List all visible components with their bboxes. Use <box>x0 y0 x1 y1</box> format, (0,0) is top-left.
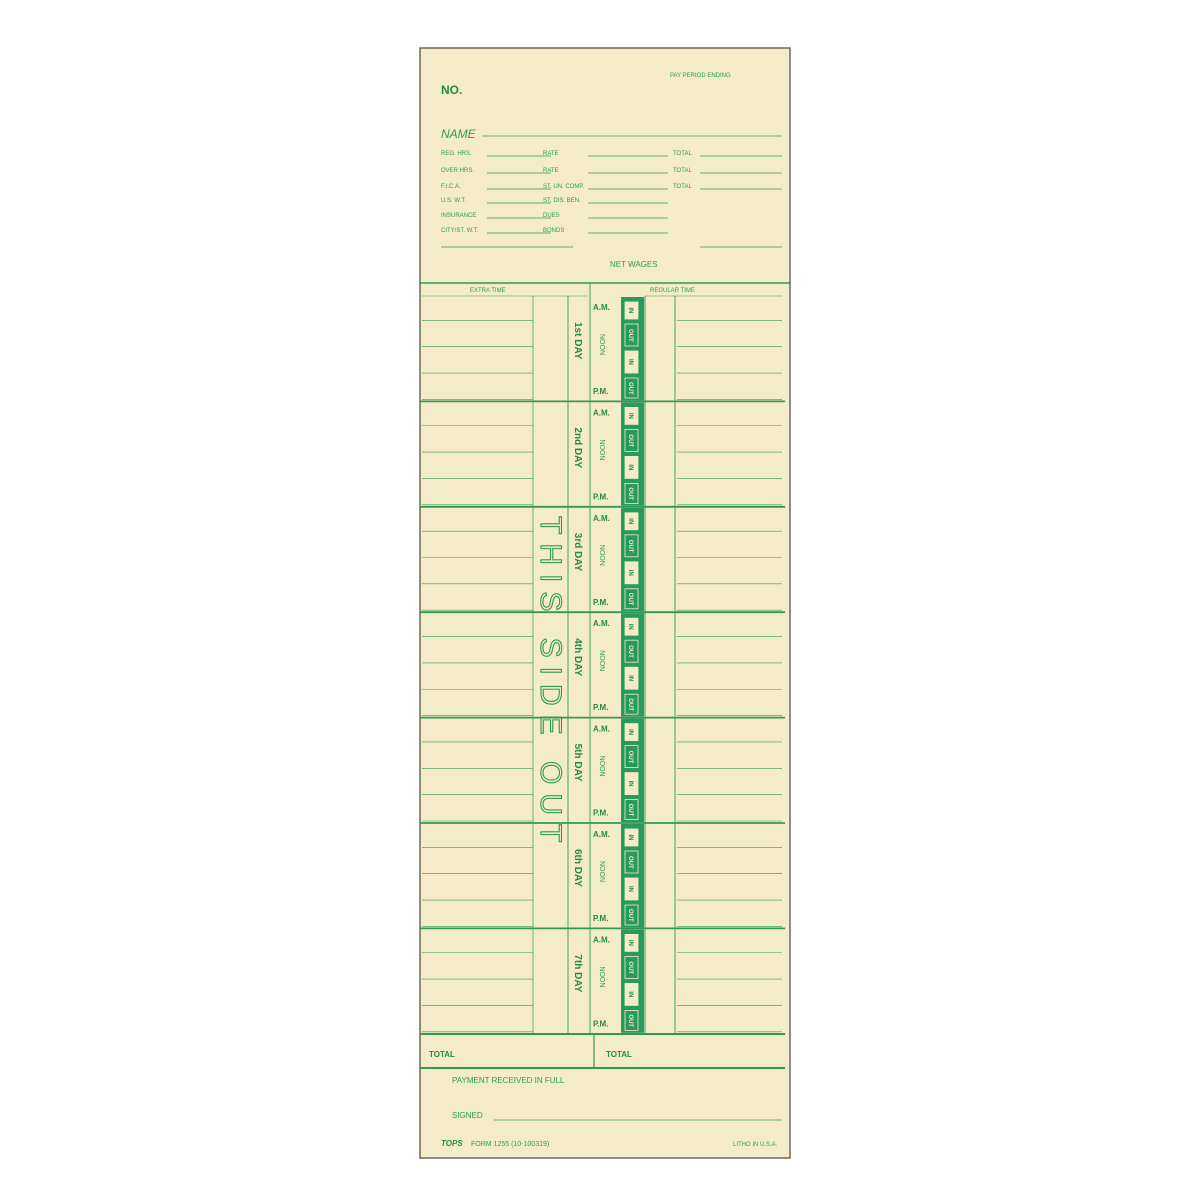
signed-label: SIGNED <box>452 1111 483 1120</box>
name-label: NAME <box>441 127 476 141</box>
day-label-1: 1st DAY <box>572 322 583 360</box>
payroll-label-10: DUES <box>543 213 560 219</box>
punch-in-label: IN <box>627 359 633 365</box>
punch-in-label: IN <box>627 464 633 471</box>
punch-in-label: IN <box>627 834 633 841</box>
day-label-4: 4th DAY <box>572 638 583 677</box>
day-label-6: 6th DAY <box>572 849 583 887</box>
punch-in-label: IN <box>627 675 633 682</box>
am-label: A.M. <box>593 724 610 734</box>
payroll-label-8: ST. UN. COMP. <box>543 184 585 190</box>
payroll-label-3: U.S. W.T. <box>441 198 467 204</box>
brand-logo: TOPS <box>441 1139 463 1148</box>
payroll-label-6: RATE <box>543 151 559 157</box>
punch-in-label: IN <box>627 412 633 419</box>
payroll-total-label-2: TOTAL <box>673 184 692 190</box>
payroll-total-label-1: TOTAL <box>673 168 692 174</box>
payroll-label-11: BONDS <box>543 228 565 234</box>
payment-received-label: PAYMENT RECEIVED IN FULL <box>452 1076 565 1085</box>
pm-label: P.M. <box>593 1019 609 1029</box>
punch-out-label: OUT <box>627 750 633 764</box>
noon-label: NOON <box>598 439 605 461</box>
number-label: NO. <box>441 83 463 97</box>
noon-label: NOON <box>598 334 605 355</box>
pm-label: P.M. <box>593 387 609 396</box>
punch-out-label: OUT <box>627 803 633 817</box>
pm-label: P.M. <box>593 703 609 713</box>
payroll-label-9: ST. DIS. BEN. <box>543 198 581 204</box>
payroll-total-label-0: TOTAL <box>673 151 692 157</box>
pm-label: P.M. <box>593 914 609 923</box>
printed-in-label: LITHO IN U.S.A. <box>733 1142 778 1148</box>
payroll-label-5: CITY/ST. W.T. <box>441 228 479 234</box>
punch-in-label: IN <box>627 729 633 736</box>
am-label: A.M. <box>593 830 610 839</box>
this-side-out-watermark: THIS SIDE OUT <box>534 516 567 852</box>
am-label: A.M. <box>593 408 610 418</box>
pm-label: P.M. <box>593 808 609 818</box>
punch-out-label: OUT <box>627 909 633 922</box>
day-label-3: 3rd DAY <box>572 532 583 572</box>
day-label-2: 2nd DAY <box>572 427 583 469</box>
noon-label: NOON <box>598 755 605 777</box>
total-right-label: TOTAL <box>606 1050 632 1059</box>
payroll-label-7: RATE <box>543 168 559 174</box>
punch-out-label: OUT <box>627 961 633 975</box>
punch-in-label: IN <box>627 623 633 630</box>
day-label-5: 5th DAY <box>572 743 583 782</box>
punch-in-label: IN <box>627 569 633 576</box>
punch-out-label: OUT <box>627 592 633 606</box>
regular-time-label: REGULAR TIME <box>650 288 695 294</box>
punch-in-label: IN <box>627 886 633 892</box>
punch-out-label: OUT <box>627 539 633 553</box>
extra-time-label: EXTRA TIME <box>470 288 506 294</box>
noon-label: NOON <box>598 544 605 566</box>
punch-out-label: OUT <box>627 382 633 395</box>
punch-in-label: IN <box>627 991 633 998</box>
punch-out-label: OUT <box>627 645 633 658</box>
punch-in-label: IN <box>627 518 633 525</box>
punch-out-label: OUT <box>627 329 633 342</box>
net-wages-label: NET WAGES <box>610 260 658 269</box>
pm-label: P.M. <box>593 492 609 502</box>
punch-out-label: OUT <box>627 856 633 869</box>
punch-out-label: OUT <box>627 698 633 711</box>
payroll-label-0: REG. HRS. <box>441 151 472 157</box>
punch-out-label: OUT <box>627 1014 633 1028</box>
am-label: A.M. <box>593 513 610 523</box>
noon-label: NOON <box>598 966 605 988</box>
pm-label: P.M. <box>593 597 609 607</box>
total-left-label: TOTAL <box>429 1050 455 1059</box>
payroll-label-4: INSURANCE <box>441 213 477 219</box>
day-label-7: 7th DAY <box>572 954 583 993</box>
noon-label: NOON <box>598 650 605 672</box>
payroll-label-1: OVER HRS. <box>441 168 475 174</box>
punch-out-label: OUT <box>627 434 633 448</box>
noon-label: NOON <box>598 861 605 882</box>
am-label: A.M. <box>593 619 610 629</box>
punch-in-label: IN <box>627 780 633 787</box>
punch-out-label: OUT <box>627 487 633 501</box>
punch-in-label: IN <box>627 307 633 314</box>
am-label: A.M. <box>593 303 610 312</box>
pay-period-label: PAY PERIOD ENDING <box>670 73 731 79</box>
payroll-label-2: F.I.C.A. <box>441 184 461 190</box>
punch-in-label: IN <box>627 939 633 946</box>
am-label: A.M. <box>593 935 610 945</box>
form-number: FORM 1255 (10-100319) <box>471 1141 550 1148</box>
